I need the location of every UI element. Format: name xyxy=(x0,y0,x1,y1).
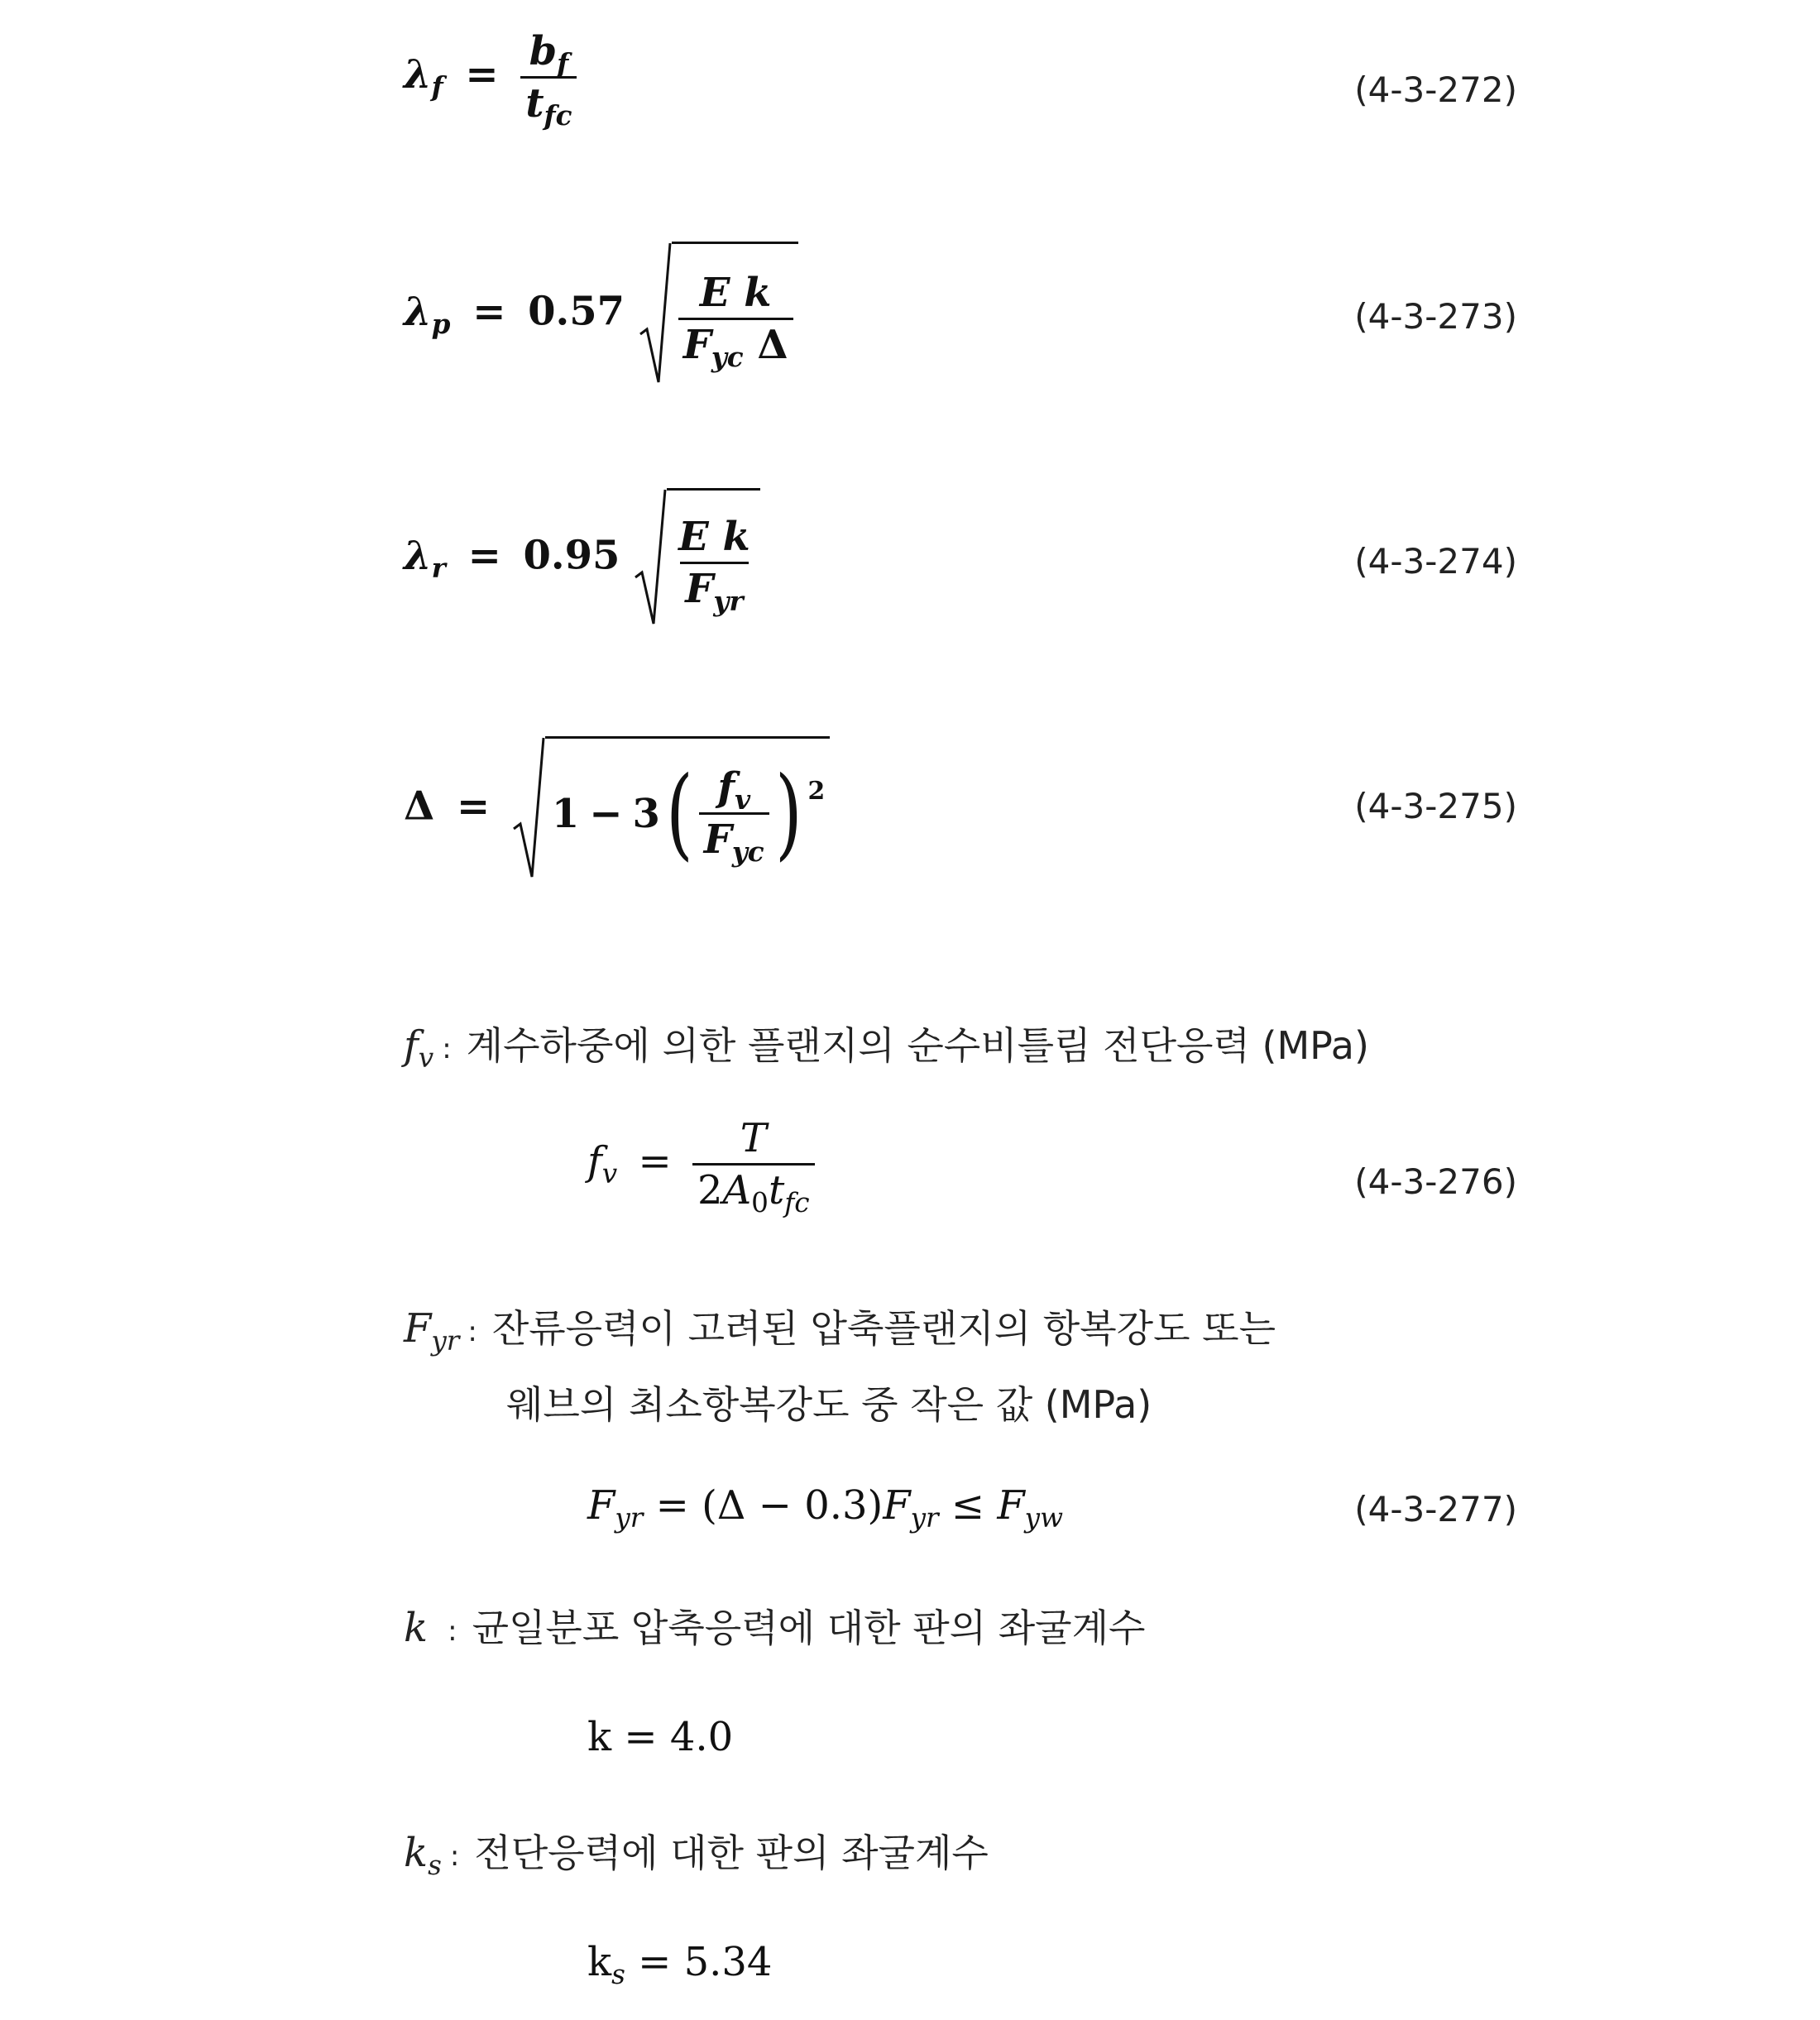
ks-value: $k_s = 5.34$ xyxy=(587,1939,773,1991)
coefficient: 0.57 xyxy=(528,288,625,335)
sqrt: 1 − 3 ( $\frac{f_v}{F_{yc}}$ ) 2 xyxy=(512,736,830,882)
equation-number: (4-3-275) xyxy=(1354,786,1517,826)
definition-fyr-line2: 웨브의 최소항복강도 중 작은 값 (MPa) xyxy=(506,1382,1152,1427)
fraction: $\frac{b_f}{t_{fc}}$ xyxy=(520,31,577,123)
equation-number: (4-3-274) xyxy=(1354,541,1517,582)
equation-number: (4-3-277) xyxy=(1354,1489,1517,1529)
equation-number: (4-3-273) xyxy=(1354,296,1517,337)
definition-fyr: $F_{yr}$ : 잔류응력이 고려된 압축플랜지의 항복강도 또는 xyxy=(404,1305,1276,1357)
definition-fv: $f_v$ : 계수하중에 의한 플랜지의 순수비틀림 전단응력 (MPa) xyxy=(404,1022,1369,1075)
equation-4-3-277: $F_{yr} = (\Delta - 0.3)F_{yr} \le F_{yw}$ xyxy=(587,1482,1064,1534)
equation-number: (4-3-272) xyxy=(1354,69,1517,110)
equation-4-3-273: $\lambda_p = 0.57$ $\frac{\text{E k}}{F_{yc} \Delta}$ xyxy=(404,242,798,387)
equation-number: (4-3-276) xyxy=(1354,1161,1517,1202)
radical-sign-icon xyxy=(639,242,672,387)
definition-ks: $k_s$ : 전단응력에 대한 판의 좌굴계수 xyxy=(404,1830,989,1882)
equation-4-3-272: $\lambda_f$ = $\frac{b_f}{t_{fc}}$ xyxy=(404,31,577,123)
radical-sign-icon xyxy=(512,736,545,882)
equation-4-3-276: $f_v$ = $\frac{T}{2A_0t_{fc}}$ xyxy=(587,1118,815,1210)
equation-4-3-274: $\lambda_r = 0.95$ $\frac{\text{E k}}{F_{yr}}$ xyxy=(404,488,760,629)
definition-k: k : 균일분포 압축응력에 대한 판의 좌굴계수 xyxy=(404,1605,1146,1651)
k-value: k = 4.0 xyxy=(587,1714,734,1760)
coefficient: 0.95 xyxy=(523,532,620,579)
equation-4-3-275: Δ = 1 − 3 ( $\frac{f_v}{F_{yc}}$ ) 2 xyxy=(404,736,830,882)
sqrt: $\frac{\text{E k}}{F_{yc} \Delta}$ xyxy=(639,242,798,387)
sqrt: $\frac{\text{E k}}{F_{yr}}$ xyxy=(634,488,760,629)
radical-sign-icon xyxy=(634,488,667,629)
